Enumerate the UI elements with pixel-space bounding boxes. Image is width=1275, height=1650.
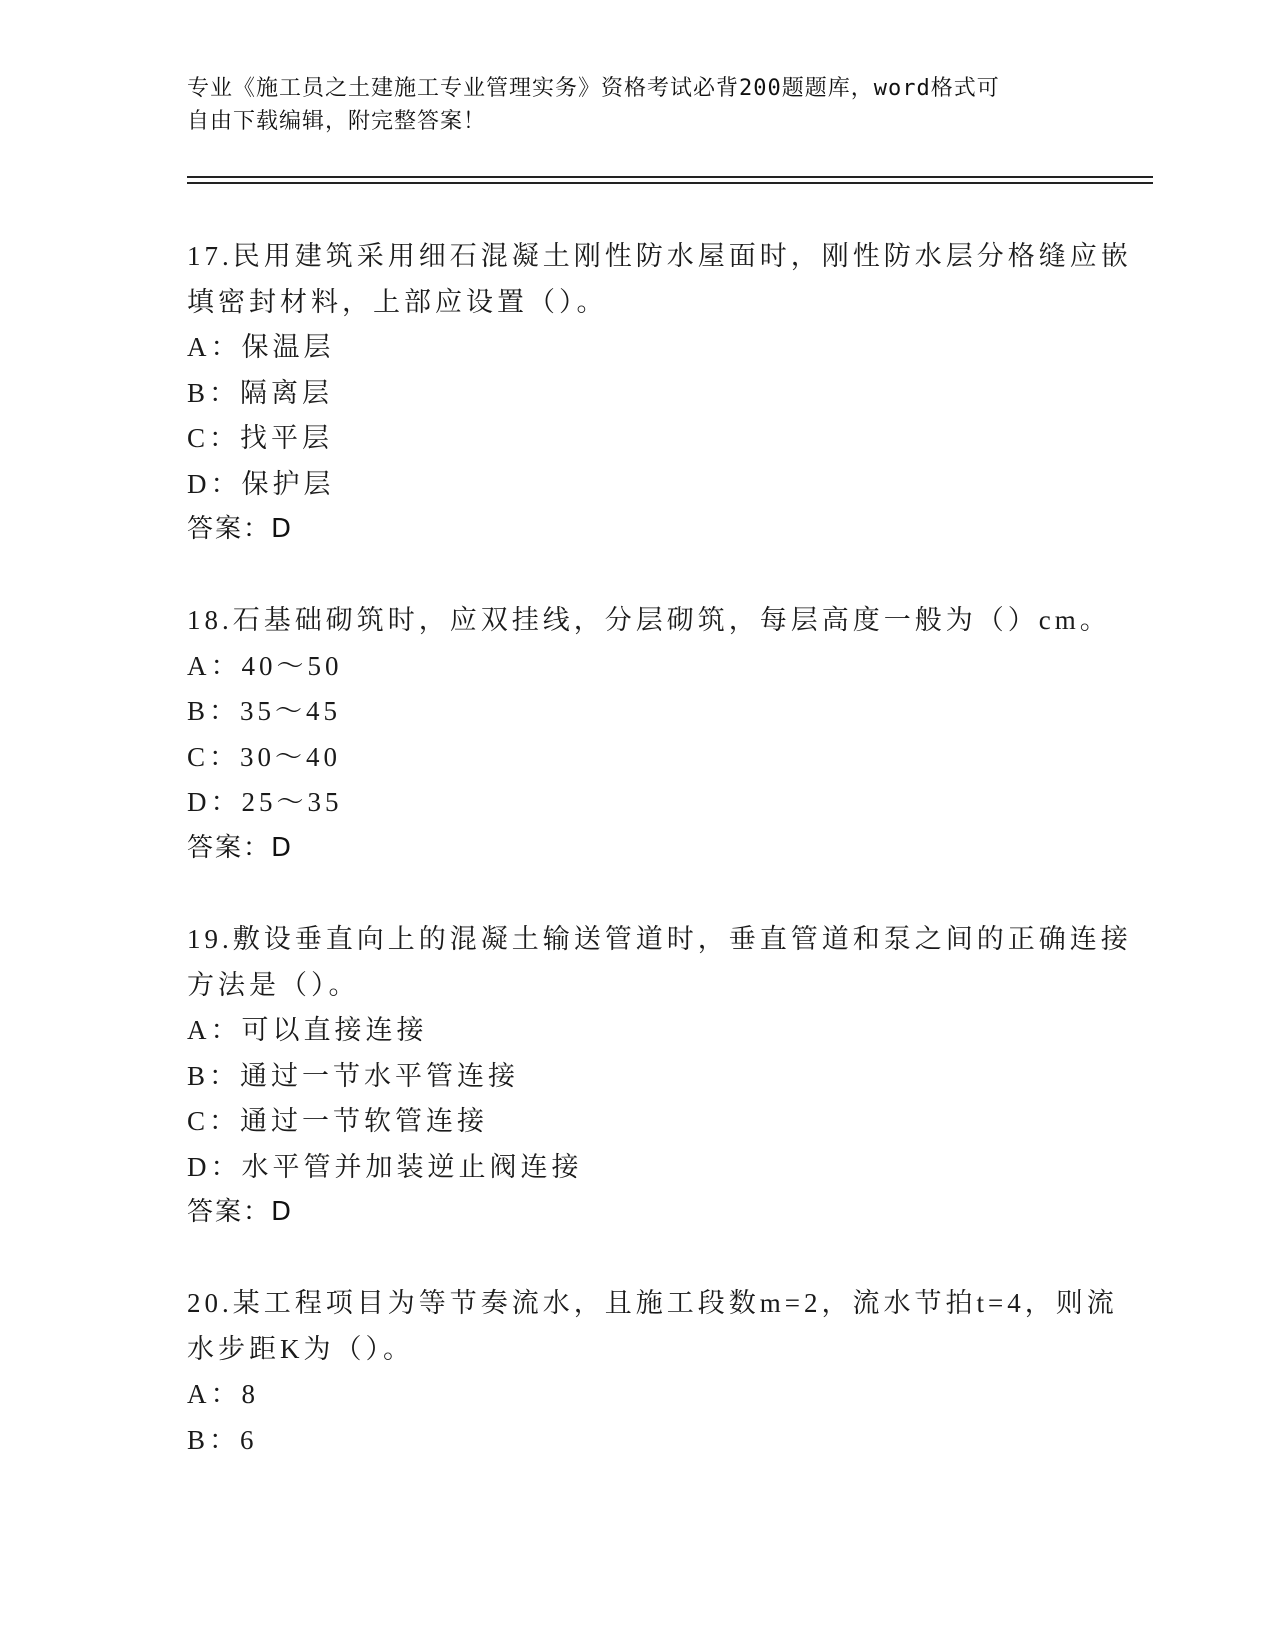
document-header (187, 72, 1067, 138)
header-divider-bottom (187, 182, 1153, 184)
answer-line: 答案：D (187, 1197, 294, 1227)
option-d: D：保护层 (187, 468, 335, 499)
question-text-line: 水步距K为（）。 (187, 1333, 414, 1364)
option-a: A：8 (187, 1379, 259, 1409)
header-line-1: 专业《施工员之土建施工专业管理实务》资格考试必背200题题库，word格式可 (187, 76, 1000, 101)
question-17 (187, 234, 1132, 553)
question-text-line: 20.某工程项目为等节奏流水，且施工段数m=2，流水节拍t=4，则流 (187, 1288, 1118, 1318)
question-19 (187, 917, 1132, 1236)
option-a: A：保温层 (187, 332, 335, 362)
option-c: C：通过一节软管连接 (187, 1106, 489, 1136)
option-b: B：6 (187, 1424, 258, 1455)
question-text-line: 18.石基础砌筑时，应双挂线，分层砌筑，每层高度一般为（）cm。 (187, 605, 1111, 635)
question-20 (187, 1281, 1118, 1463)
option-b: B：隔离层 (187, 377, 334, 408)
option-c: C：找平层 (187, 423, 334, 453)
answer-line: 答案：D (187, 514, 294, 544)
option-c: C：30～40 (187, 741, 342, 772)
option-d: D：25～35 (187, 787, 343, 817)
question-text-line: 17.民用建筑采用细石混凝土刚性防水屋面时，刚性防水层分格缝应嵌 (187, 241, 1132, 271)
question-18 (187, 598, 1111, 871)
header-line-2: 自由下载编辑，附完整答案！ (187, 109, 487, 134)
option-b: B：35～45 (187, 696, 342, 726)
option-a: A：40～50 (187, 650, 343, 681)
question-text-line: 19.敷设垂直向上的混凝土输送管道时，垂直管道和泵之间的正确连接 (187, 924, 1132, 954)
option-a: A：可以直接连接 (187, 1015, 428, 1045)
question-text-line: 填密封材料，上部应设置（）。 (187, 286, 608, 317)
option-b: B：通过一节水平管连接 (187, 1060, 520, 1091)
header-divider-top (187, 176, 1153, 178)
question-text-line: 方法是（）。 (187, 969, 360, 1000)
answer-line: 答案：D (187, 832, 294, 863)
option-d: D：水平管并加装逆止阀连接 (187, 1151, 583, 1182)
